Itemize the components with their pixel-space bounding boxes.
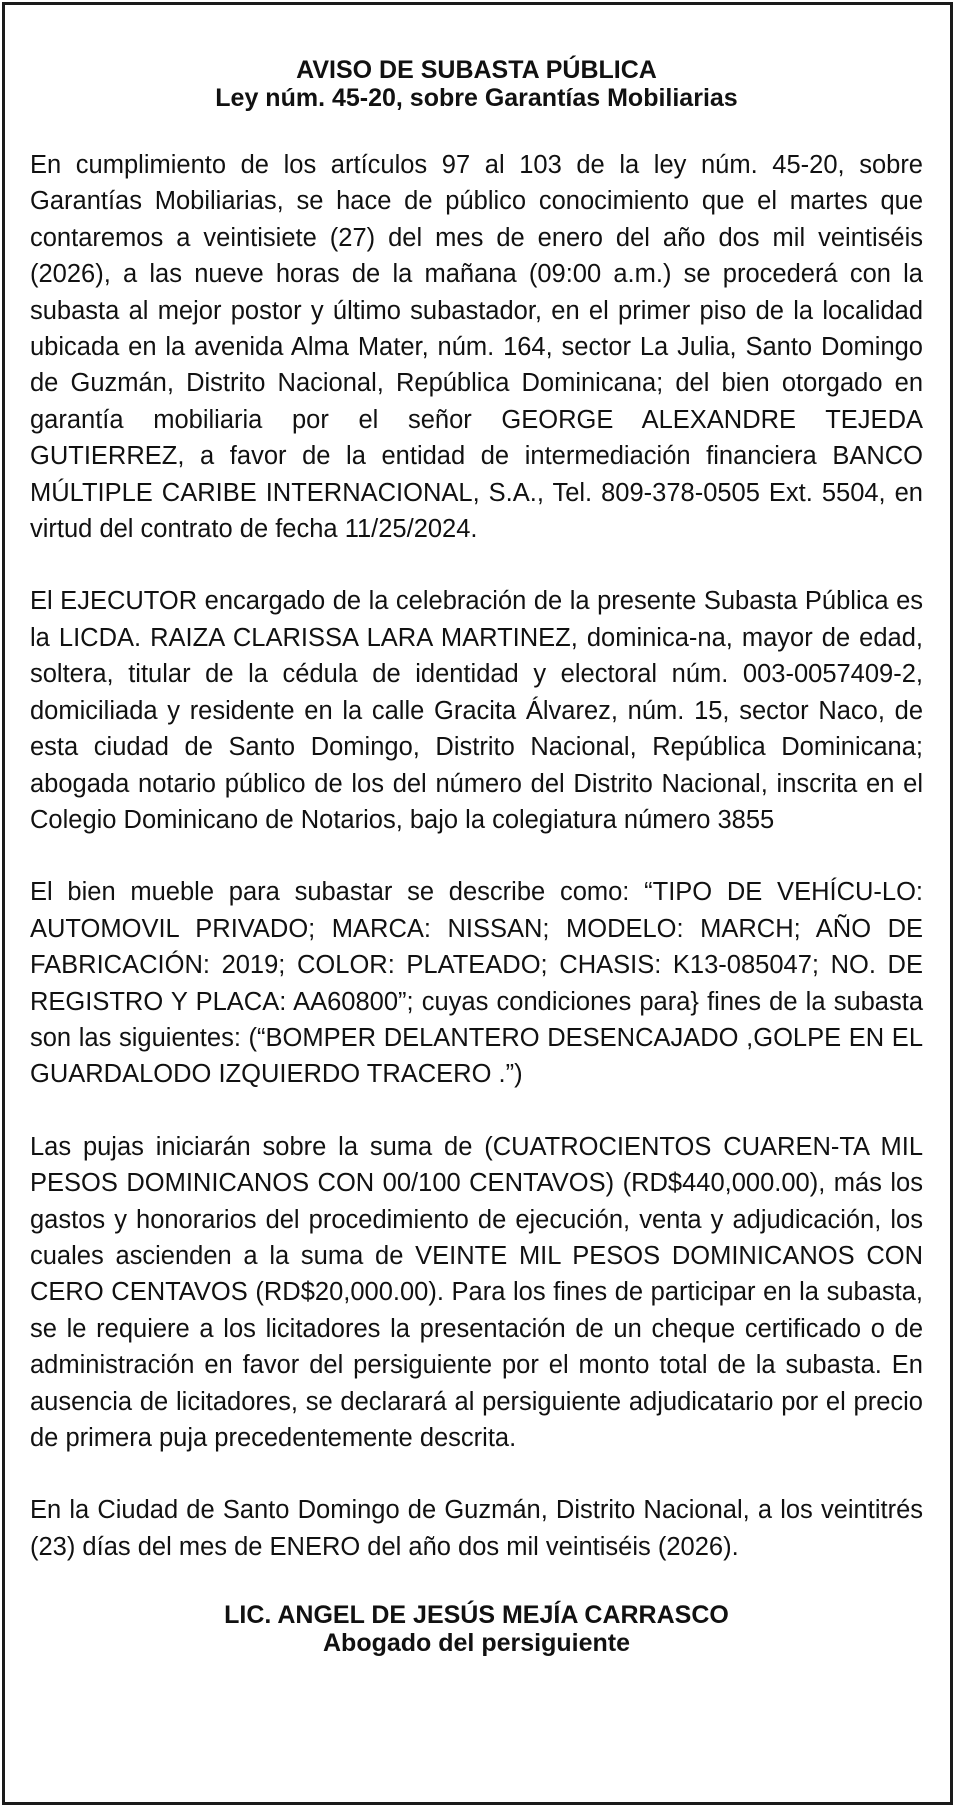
signature-name: LIC. ANGEL DE JESÚS MEJÍA CARRASCO	[224, 1601, 729, 1630]
paragraph-place-date: En la Ciudad de Santo Domingo de Guzmán, Distrito Nacional, a los veintitrés (23) días del mes de ENERO del año dos mil veintiséis (2026).	[30, 1496, 923, 1561]
paragraph-bidding-terms: Las pujas iniciarán sobre la suma de (CUATROCIENTOS CUAREN-TA MIL PESOS DOMINICANOS CON 00/100 CENTAVOS) (RD$440,000.00), más los gastos y honorarios del procedimiento de ejecución, venta y adjudicación, los cuales ascienden a la suma de VEINTE MIL PESOS DOMINICANOS CON CERO CENTAVOS (RD$20,000.00). Para los fines de participar en la subasta, se le requiere a los licitadores la presentación de un cheque certificado o de administración en favor del persiguiente por el monto total de la subasta. En ausencia de licitadores, se declarará al persiguiente adjudicatario por el precio de primera puja precedentemente descrita.	[30, 1132, 923, 1452]
notice-title-line2: Ley núm. 45-20, sobre Garantías Mobiliarias	[215, 84, 738, 112]
notice-title-line1: AVISO DE SUBASTA PÚBLICA	[296, 56, 657, 84]
paragraph-vehicle-description: El bien mueble para subastar se describe como: “TIPO DE VEHÍCU-LO: AUTOMOVIL PRIVADO; MARCA: NISSAN; MODELO: MARCH; AÑO DE FABRICACIÓN: 2019; COLOR: PLATEADO; CHASIS: K13-085047; NO. DE REGISTRO Y PLACA: AA60800”; cuyas condiciones para} fines de la subasta son las siguientes: (“BOMPER DELANTERO DESENCAJADO ,GOLPE EN EL GUARDALODO IZQUIERDO TRACERO .”)	[30, 878, 923, 1089]
signature-block	[30, 1601, 923, 1657]
paragraph-executor: El EJECUTOR encargado de la celebración de la presente Subasta Pública es la LICDA. RAIZA CLARISSA LARA MARTINEZ, dominica-na, mayor de edad, soltera, titular de la cédula de identidad y electoral núm. 003-0057409-2, domiciliada y residente en la calle Gracita Álvarez, núm. 15, sector Naco, de esta ciudad de Santo Domingo, Distrito Nacional, República Dominicana; abogada notario público de los del número del Distrito Nacional, inscrita en el Colegio Dominicano de Notarios, bajo la colegiatura número 3855	[30, 587, 923, 834]
signature-role: Abogado del persiguiente	[323, 1629, 630, 1658]
notice-content	[30, 56, 923, 1657]
notice-title	[30, 56, 923, 112]
paragraph-auction-announcement: En cumplimiento de los artículos 97 al 103 de la ley núm. 45-20, sobre Garantías Mobiliarias, se hace de público conocimiento que el martes que contaremos a veintisiete (27) del mes de enero del año dos mil veintiséis (2026), a las nueve horas de la mañana (09:00 a.m.) se procederá con la subasta al mejor postor y último subastador, en el primer piso de la localidad ubicada en la avenida Alma Mater, núm. 164, sector La Julia, Santo Domingo de Guzmán, Distrito Nacional, República Dominicana; del bien otorgado en garantía mobiliaria por el señor GEORGE ALEXANDRE TEJEDA GUTIERREZ, a favor de la entidad de intermediación financiera BANCO MÚLTIPLE CARIBE INTERNACIONAL, S.A., Tel. 809-378-0505 Ext. 5504, en virtud del contrato de fecha 11/25/2024.	[30, 151, 923, 544]
